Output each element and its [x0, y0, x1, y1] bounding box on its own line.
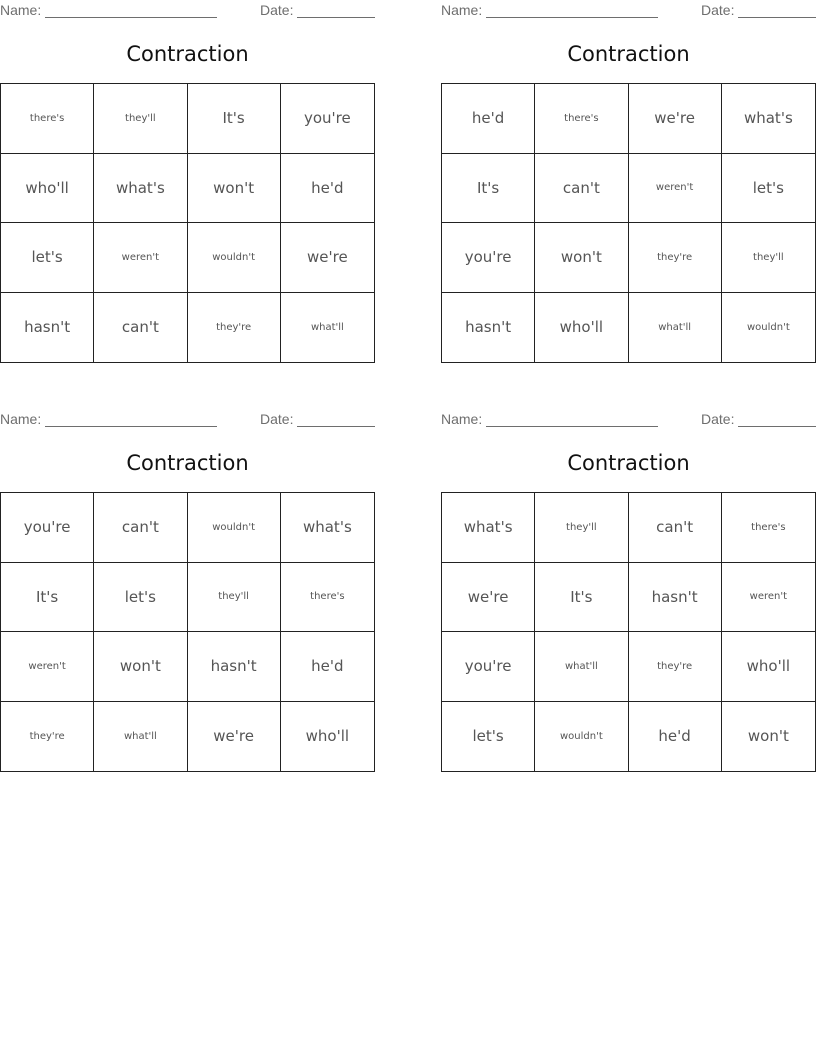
- grid-cell: hasn't: [629, 563, 722, 633]
- date-blank-line: [297, 426, 375, 427]
- grid-cell: what'll: [94, 702, 187, 772]
- grid-cell: you're: [442, 632, 535, 702]
- grid-cell: you're: [281, 84, 374, 154]
- name-label: Name:: [0, 2, 42, 18]
- grid-cell: we're: [188, 702, 281, 772]
- date-label: Date:: [701, 2, 735, 18]
- grid-cell: what'll: [629, 293, 722, 363]
- grid-cell: hasn't: [442, 293, 535, 363]
- grid-cell: they'll: [188, 563, 281, 633]
- grid-cell: weren't: [94, 223, 187, 293]
- bingo-grid: [0, 492, 375, 772]
- grid-cell: there's: [722, 493, 815, 563]
- grid-cell: we're: [281, 223, 374, 293]
- grid-cell: won't: [188, 154, 281, 224]
- card-title: Contraction: [567, 451, 690, 475]
- bingo-card-1: [0, 0, 375, 365]
- grid-cell: It's: [442, 154, 535, 224]
- grid-cell: who'll: [1, 154, 94, 224]
- grid-cell: weren't: [629, 154, 722, 224]
- date-label: Date:: [701, 411, 735, 427]
- bingo-grid: [441, 83, 816, 363]
- grid-cell: there's: [535, 84, 628, 154]
- grid-cell: they'll: [94, 84, 187, 154]
- grid-cell: weren't: [722, 563, 815, 633]
- grid-cell: there's: [281, 563, 374, 633]
- grid-cell: what's: [94, 154, 187, 224]
- bingo-card-3: [0, 409, 375, 774]
- grid-cell: can't: [94, 293, 187, 363]
- name-blank-line: [486, 17, 658, 18]
- name-label: Name:: [0, 411, 42, 427]
- grid-cell: hasn't: [188, 632, 281, 702]
- date-blank-line: [738, 17, 816, 18]
- grid-cell: weren't: [1, 632, 94, 702]
- grid-cell: what'll: [310, 321, 344, 333]
- name-blank-line: [486, 426, 658, 427]
- date-label: Date:: [260, 2, 294, 18]
- grid-cell: It's: [1, 563, 94, 633]
- grid-cell: what'll: [535, 632, 628, 702]
- grid-cell: he'd: [629, 702, 722, 772]
- date-blank-line: [297, 17, 375, 18]
- card-header: [441, 0, 816, 22]
- grid-cell: you're: [1, 493, 94, 563]
- bingo-card-4: [441, 409, 816, 774]
- grid-cell: what's: [442, 493, 535, 563]
- grid-cell: he'd: [442, 84, 535, 154]
- name-blank-line: [45, 426, 217, 427]
- grid-cell: wouldn't: [746, 321, 790, 333]
- grid-cell: they're: [629, 223, 722, 293]
- grid-cell: won't: [535, 223, 628, 293]
- grid-cell: they'll: [535, 493, 628, 563]
- grid-cell: who'll: [535, 293, 628, 363]
- card-header: [0, 0, 375, 22]
- date-blank-line: [738, 426, 816, 427]
- grid-cell: let's: [722, 154, 815, 224]
- grid-cell: he'd: [281, 632, 374, 702]
- grid-cell: who'll: [305, 727, 350, 746]
- grid-cell: who'll: [722, 632, 815, 702]
- grid-cell: they're: [1, 702, 94, 772]
- grid-cell: It's: [188, 84, 281, 154]
- card-title: Contraction: [126, 451, 249, 475]
- card-title: Contraction: [126, 42, 249, 66]
- bingo-grid: [0, 83, 375, 363]
- date-label: Date:: [260, 411, 294, 427]
- grid-cell: can't: [629, 493, 722, 563]
- grid-cell: can't: [94, 493, 187, 563]
- grid-cell: won't: [747, 727, 789, 746]
- card-header: [0, 409, 375, 431]
- bingo-grid: [441, 492, 816, 772]
- grid-cell: he'd: [281, 154, 374, 224]
- grid-cell: what's: [281, 493, 374, 563]
- grid-cell: wouldn't: [188, 493, 281, 563]
- grid-cell: you're: [442, 223, 535, 293]
- grid-cell: It's: [535, 563, 628, 633]
- grid-cell: wouldn't: [535, 702, 628, 772]
- grid-cell: can't: [535, 154, 628, 224]
- grid-cell: hasn't: [1, 293, 94, 363]
- card-header: [441, 409, 816, 431]
- grid-cell: let's: [94, 563, 187, 633]
- grid-cell: they're: [188, 293, 281, 363]
- grid-cell: they'll: [722, 223, 815, 293]
- bingo-card-2: [441, 0, 816, 365]
- grid-cell: let's: [1, 223, 94, 293]
- grid-cell: they're: [629, 632, 722, 702]
- grid-cell: won't: [94, 632, 187, 702]
- grid-cell: we're: [629, 84, 722, 154]
- grid-cell: we're: [442, 563, 535, 633]
- name-label: Name:: [441, 411, 483, 427]
- name-blank-line: [45, 17, 217, 18]
- grid-cell: wouldn't: [188, 223, 281, 293]
- grid-cell: there's: [1, 84, 94, 154]
- grid-cell: what's: [722, 84, 815, 154]
- grid-cell: let's: [442, 702, 535, 772]
- name-label: Name:: [441, 2, 483, 18]
- card-title: Contraction: [567, 42, 690, 66]
